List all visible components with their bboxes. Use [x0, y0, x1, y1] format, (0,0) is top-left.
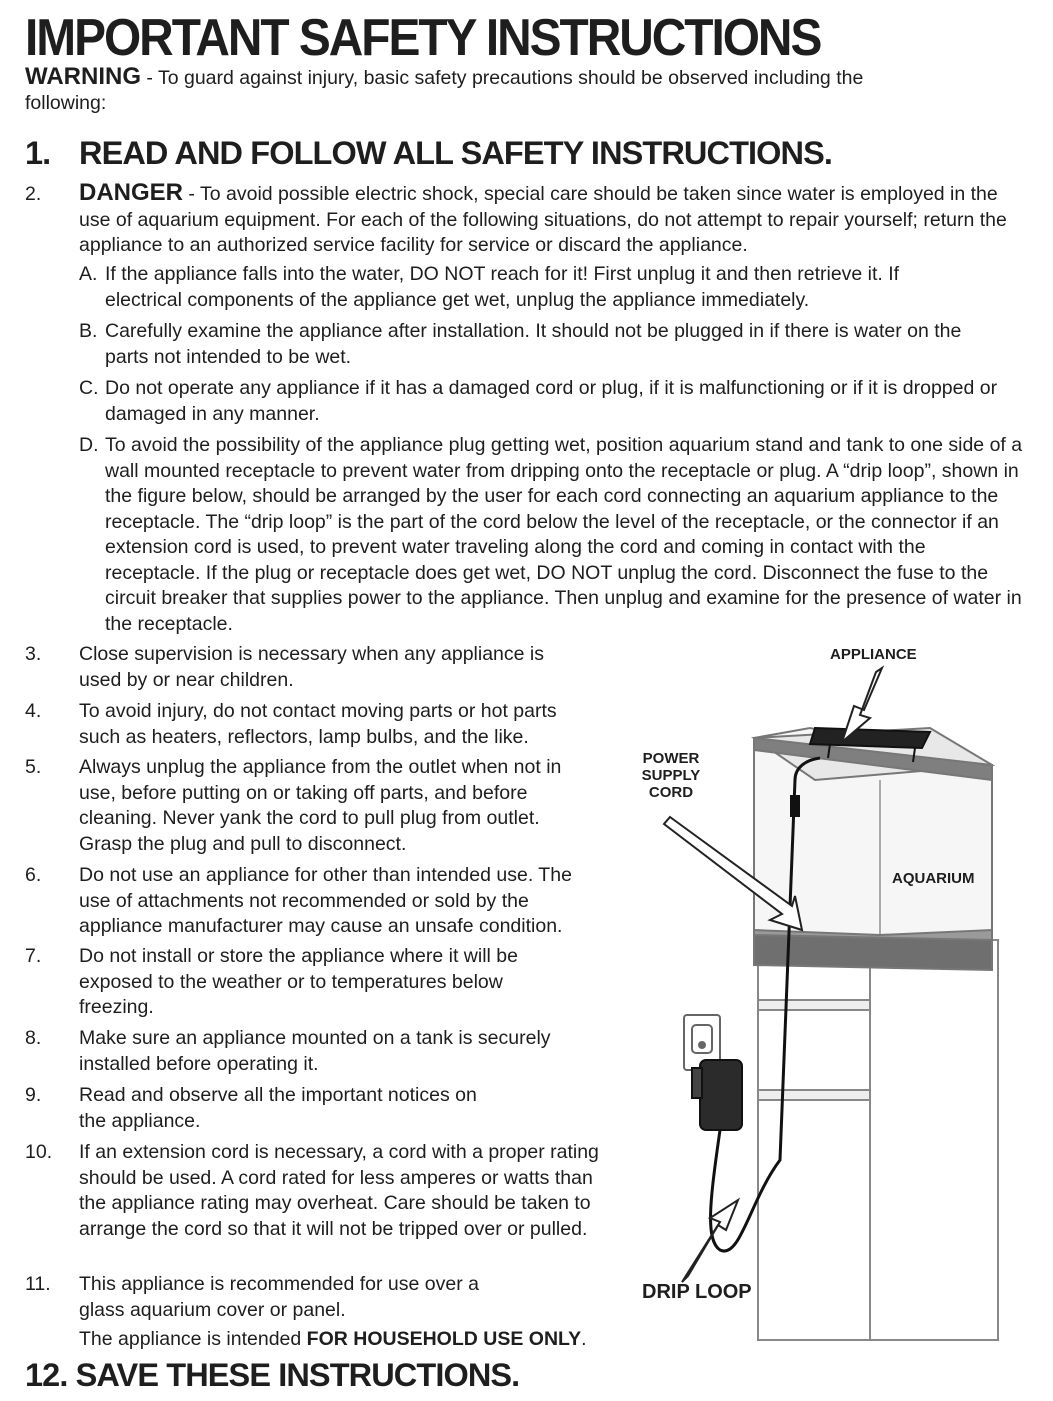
- list-item-text: Always unplug the appliance from the outlet when not in use, before putting on or taking off parts, and before cleaning. Never yank the cord to pull plug from outlet. Grasp the plug and pull to disconnect.: [79, 756, 562, 855]
- list-item-text: If an extension cord is necessary, a cord with a proper rating should be used. A cord rated for less amperes or watts than the appliance rating may overheat. Care should be taken to arrange the cord so that it will not be tripped over or pulled.: [79, 1141, 599, 1240]
- list-item-number: 9.: [25, 1084, 42, 1106]
- heading-1: [25, 135, 832, 172]
- sub-item-letter: B.: [79, 320, 98, 342]
- list-item-number: 11.: [25, 1273, 51, 1295]
- heading-12: [25, 1357, 519, 1394]
- stand: [758, 940, 998, 1340]
- warning-paragraph: [25, 64, 905, 116]
- list-item-number: 4.: [25, 700, 42, 722]
- heading-12-text: SAVE THESE INSTRUCTIONS.: [75, 1357, 520, 1393]
- sub-item-letter: A.: [79, 263, 98, 285]
- warning-text: - To guard against injury, basic safety precautions should be observed including the following:: [25, 67, 864, 114]
- list-item-number: 7.: [25, 945, 42, 967]
- item-2-text: - To avoid possible electric shock, special care should be taken since water is employed in the use of aquarium equipment. For each of the following situations, do not attempt to repair yourself; return the appliance to an authorized service facility for service or discard the appliance.: [79, 183, 1007, 256]
- list-item-number: 6.: [25, 864, 42, 886]
- list-item-number: 8.: [25, 1027, 42, 1049]
- heading-1-number: 1.: [25, 135, 51, 171]
- list-item-text: Do not use an appliance for other than intended use. The use of attachments not recommended or sold by the appliance manufacturer may cause an unsafe condition.: [79, 864, 572, 937]
- heading-12-number: 12.: [25, 1357, 68, 1393]
- sub-item-text: If the appliance falls into the water, DO NOT reach for it! First unplug it and then retrieve it. If electrical components of the appliance get wet, unplug the appliance immediately.: [105, 263, 900, 311]
- label-appliance: APPLIANCE: [830, 646, 917, 663]
- sub-item-text: Carefully examine the appliance after installation. It should not be plugged in if there is water on the parts not intended to be wet.: [105, 320, 962, 368]
- list-item-number: 10.: [25, 1141, 53, 1163]
- page-title: IMPORTANT SAFETY INSTRUCTIONS: [25, 9, 821, 67]
- list-item-text: Read and observe all the important notices on the appliance.: [79, 1084, 477, 1132]
- sub-item-letter: D.: [79, 434, 99, 456]
- list-item-number: 5.: [25, 756, 42, 778]
- warning-label: WARNING: [25, 63, 141, 90]
- list-item-text: Close supervision is necessary when any appliance is used by or near children.: [79, 643, 544, 691]
- household-emphasis: FOR HOUSEHOLD USE ONLY: [306, 1328, 582, 1350]
- sub-item-text: To avoid the possibility of the appliance plug getting wet, position aquarium stand and tank to one side of a wall mounted receptacle to prevent water from dripping onto the receptacle or plug. A “drip loop”, shown in the figure below, should be arranged by the user for each cord connecting an aquarium appliance to the receptacle. The “drip loop” is the part of the cord below the level of the receptacle, or the connector if an extension cord is used, to prevent water traveling along the cord and coming in contact with the receptacle. If the plug or receptacle does get wet, DO NOT unplug the cord. Disconnect the fuse to the circuit breaker that supplies power to the appliance. Then unplug and examine for the presence of water in the receptacle.: [105, 434, 1023, 635]
- list-item-text: To avoid injury, do not contact moving parts or hot parts such as heaters, reflectors, lamp bulbs, and the like.: [79, 700, 557, 748]
- label-power-supply-cord: POWER SUPPLY CORD: [641, 750, 701, 801]
- label-drip-loop: DRIP LOOP: [642, 1281, 752, 1303]
- list-item-text: Do not install or store the appliance where it will be exposed to the weather or to temperatures below freezing.: [79, 945, 518, 1018]
- list-item-number: 3.: [25, 643, 42, 665]
- aquarium-illustration: [630, 640, 1050, 1360]
- household-note: The appliance is intended FOR HOUSEHOLD USE ONLY.: [79, 1328, 587, 1350]
- list-item-text: Make sure an appliance mounted on a tank is securely installed before operating it.: [79, 1027, 551, 1075]
- sub-item-letter: C.: [79, 377, 99, 399]
- label-aquarium: AQUARIUM: [892, 870, 975, 887]
- danger-label: DANGER: [79, 179, 184, 206]
- sub-item-text: Do not operate any appliance if it has a damaged cord or plug, if it is malfunctioning or if it is dropped or damaged in any manner.: [105, 377, 998, 425]
- power-adapter: [692, 1060, 742, 1130]
- heading-1-text: READ AND FOLLOW ALL SAFETY INSTRUCTIONS.: [79, 135, 833, 171]
- drip-loop-figure: [630, 640, 1050, 1360]
- list-item-text: This appliance is recommended for use over a glass aquarium cover or panel.: [79, 1273, 479, 1321]
- item-2-number: 2.: [25, 183, 42, 205]
